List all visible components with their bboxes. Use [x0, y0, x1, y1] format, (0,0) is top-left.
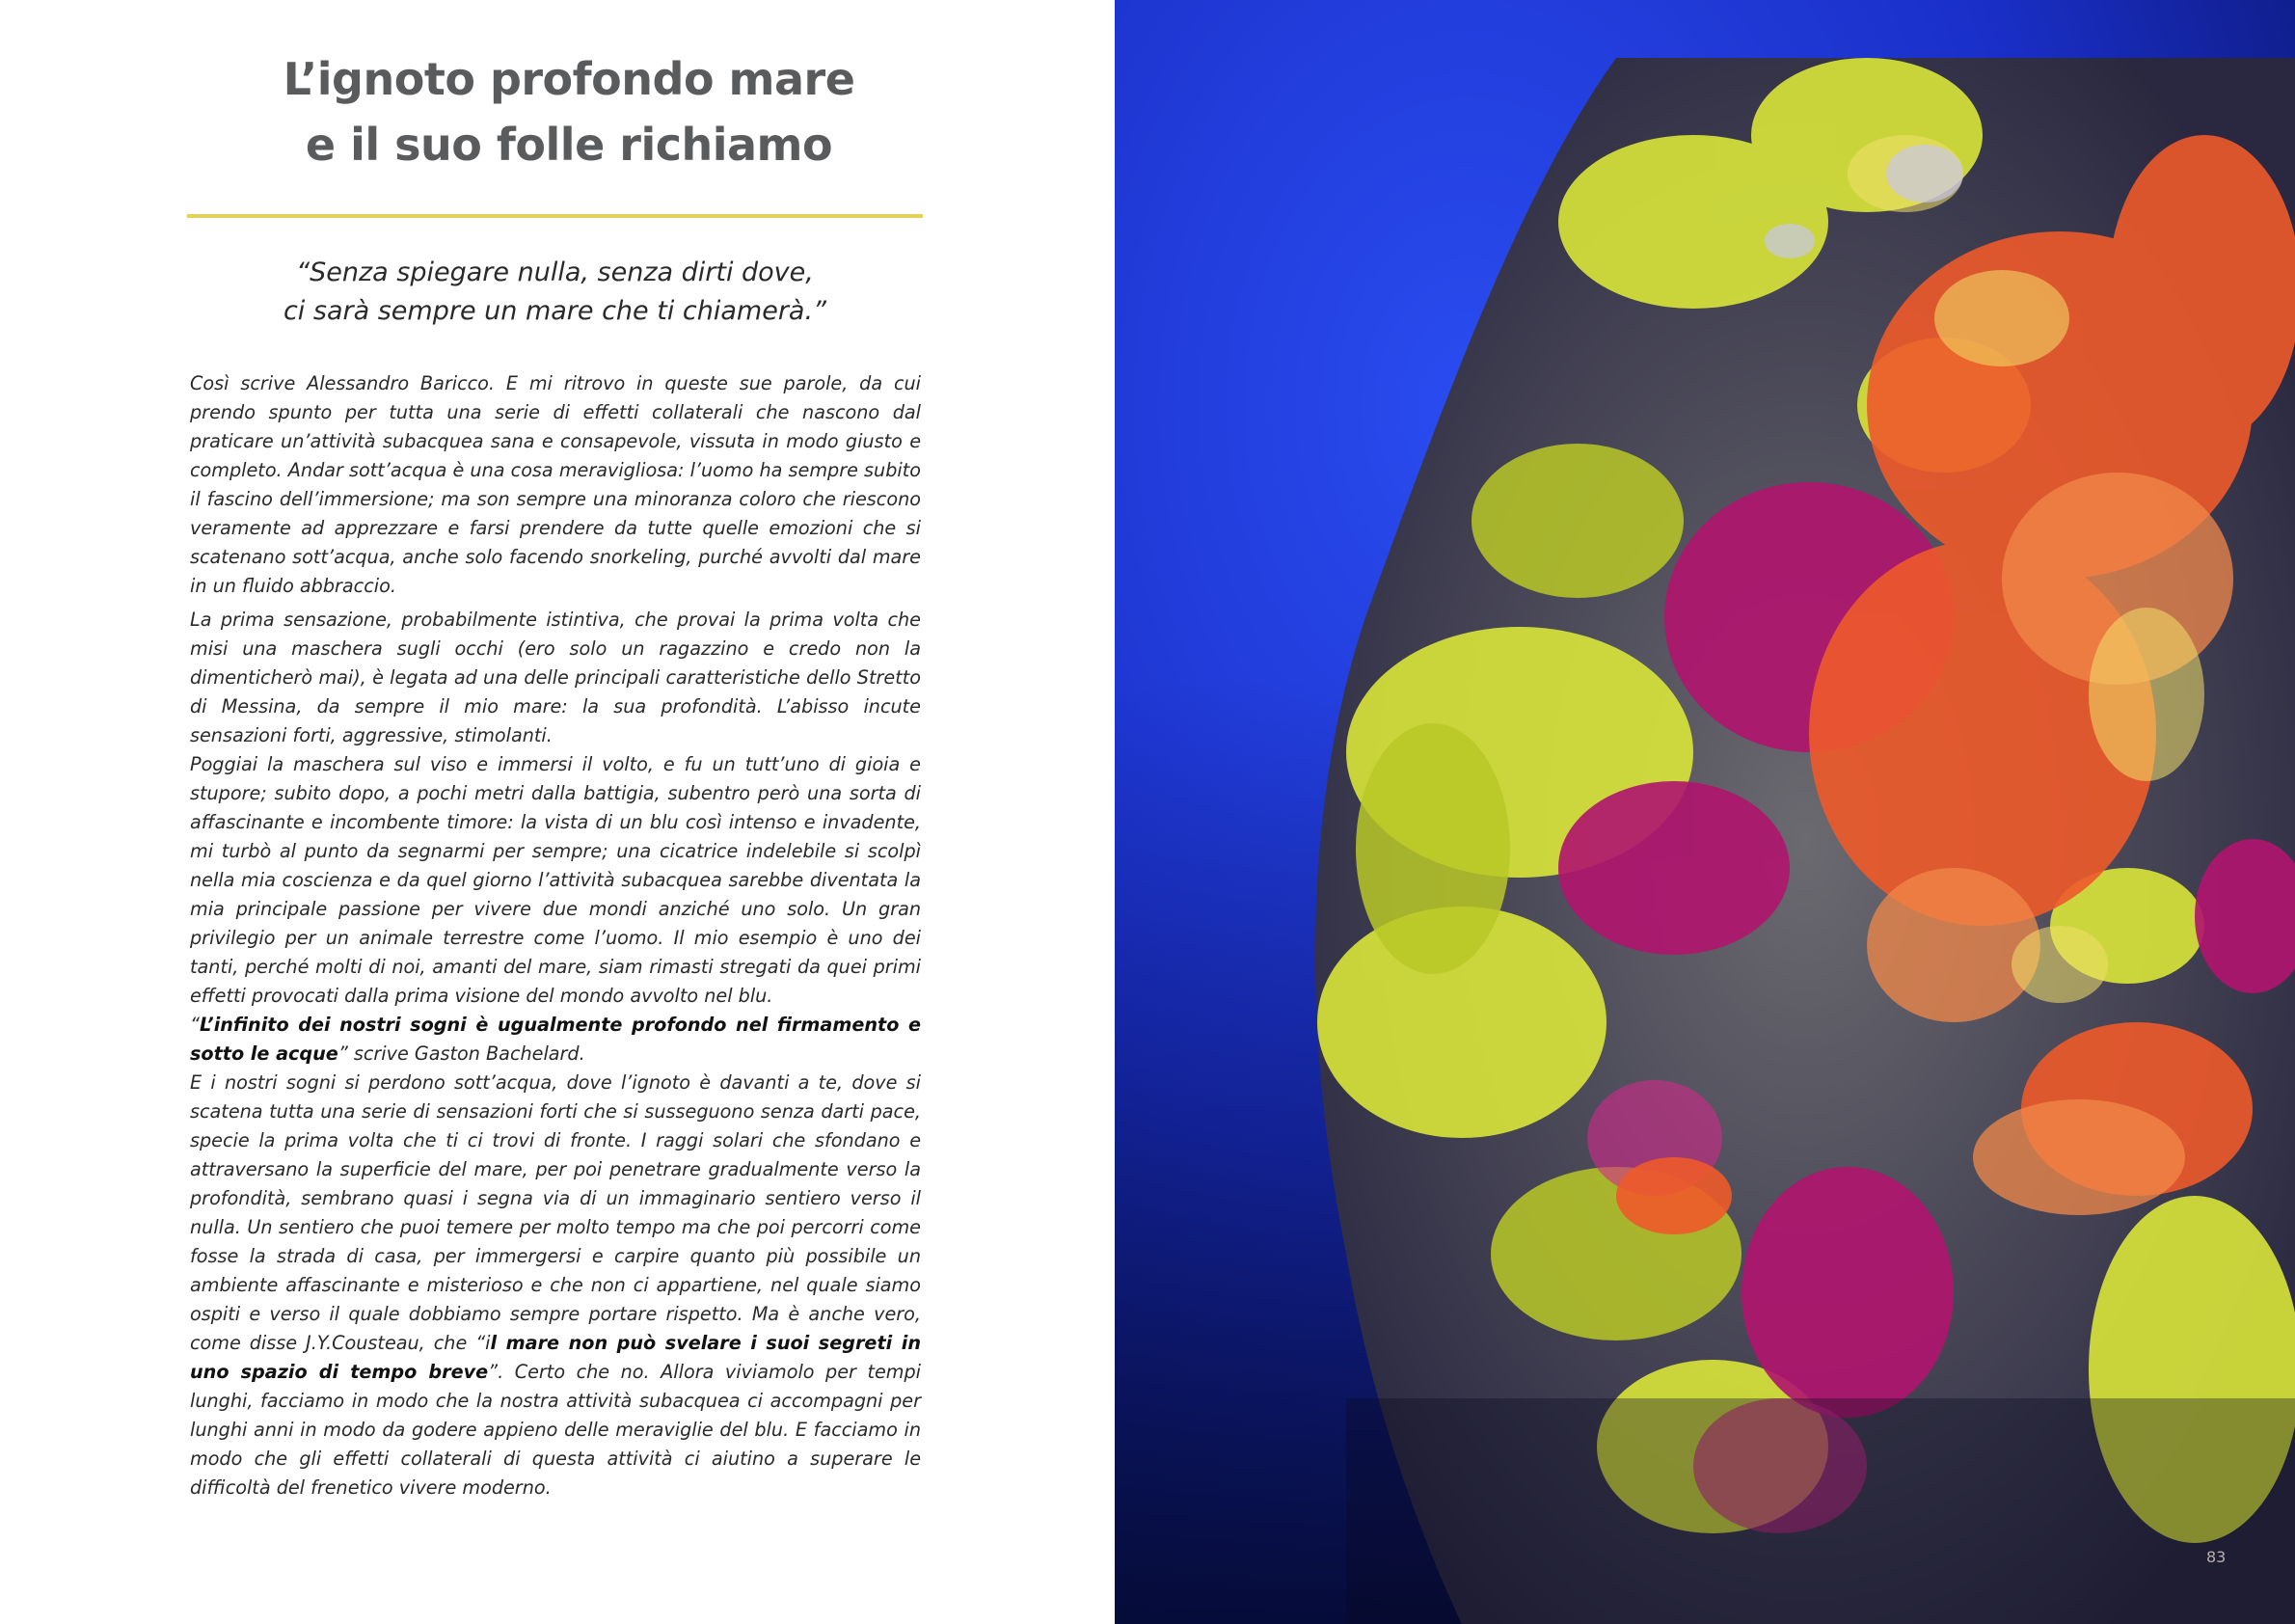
title-divider [187, 214, 923, 218]
quote-line-2: ci sarà sempre un mare che ti chiamerà.” [283, 296, 827, 326]
article-title [183, 46, 955, 177]
quote-line-1: “Senza spiegare nulla, senza dirti dove, [296, 257, 814, 287]
paragraph-4 [190, 1011, 921, 1069]
p4-attribution: ” scrive Gaston Bachelard. [338, 1042, 585, 1065]
article-body [190, 369, 921, 1502]
paragraph-1: Così scrive Alessandro Baricco. E mi ritrovo in queste sue parole, da cui prendo spunto per tutta una serie di effetti collaterali che nascono dal praticare un’attività subacquea sana e consapevole, vissuta in modo giusto e completo. Andar sott’acqua è una cosa meravigliosa: l’uomo ha sempre subito il fascino dell’immersione; ma son sempre una minoranza coloro che riescono veramente ad apprezzare e farsi prendere da tutte quelle emozioni che si scatenano sott’acqua, anche solo facendo snorkeling, purché avvolti dal mare in un fluido abbraccio. [190, 372, 921, 597]
left-page [0, 0, 1115, 1624]
bachelard-quote: L’infinito dei nostri sogni è ugualmente profondo nel firmamento e sotto le acque [190, 1014, 921, 1065]
paragraph-5 [190, 1069, 921, 1502]
epigraph-quote [187, 254, 923, 331]
p5-text-before: E i nostri sogni si perdono sott’acqua, dove l’ignoto è davanti a te, dove si scatena tutta una serie di sensazioni forti che si susseguono senza darti pace, specie la prima volta che ti ci trovi di fronte. I raggi solari che sfondano e attraversano la superficie del mare, per poi penetrare gradualmente verso la profondità, sembrano quasi i segna via di un immaginario sentiero verso il nulla. Un sentiero che puoi temere per molto tempo ma che poi percorri come fosse la strada di casa, per immergersi e carpire quanto più possibile un ambiente affascinante e misterioso e che non ci appartiene, nel quale siamo ospiti e verso il quale dobbiamo sempre portare rispetto. Ma è anche vero, come disse J.Y.Cousteau, che “i [190, 1071, 921, 1354]
page-number: 83 [2206, 1548, 2227, 1566]
paragraph-2: La prima sensazione, probabilmente istintiva, che provai la prima volta che misi una maschera sugli occhi (ero solo un ragazzino e credo non la dimenticherò mai), è legata ad una delle principali caratteristiche dello Stretto di Messina, da sempre il mio mare: la sua profondità. L’abisso incute sensazioni forti, aggressive, stimolanti. [190, 609, 921, 746]
paragraph-3: Poggiai la maschera sul viso e immersi il volto, e fu un tutt’uno di gioia e stupore; subito dopo, a pochi metri dalla battigia, subentro però una sorta di affascinante e incombente timore: la vista di un blu così intenso e invadente, mi turbò al punto da segnarmi per sempre; una cicatrice indelebile si scolpì nella mia coscienza e da quel giorno l’attività subacquea sarebbe diventata la mia principale passione per vivere due mondi anziché uno solo. Un gran privilegio per un animale terrestre come l’uomo. Il mio esempio è uno dei tanti, perché molti di noi, amanti del mare, siam rimasti stregati da quei primi effetti provocati dalla prima visione del mondo avvolto nel blu. [190, 753, 921, 1007]
title-line-2: e il suo folle richiamo [305, 119, 833, 171]
title-line-1: L’ignoto profondo mare [283, 53, 855, 105]
cousteau-quote: l mare non può svelare i suoi segreti in uno spazio di tempo breve [190, 1332, 921, 1383]
coral-reef-photo [1115, 0, 2295, 1624]
p5-text-after: ”. Certo che no. Allora viviamolo per tempi lunghi, facciamo in modo che la nostra attività subacquea ci accompagni per lunghi anni in modo da godere appieno delle meraviglie del blu. E facciamo in modo che gli effetti collaterali di questa attività ci aiutino a superare le difficoltà del frenetico vivere moderno. [190, 1361, 921, 1499]
p4-open-quote: “ [190, 1014, 200, 1036]
